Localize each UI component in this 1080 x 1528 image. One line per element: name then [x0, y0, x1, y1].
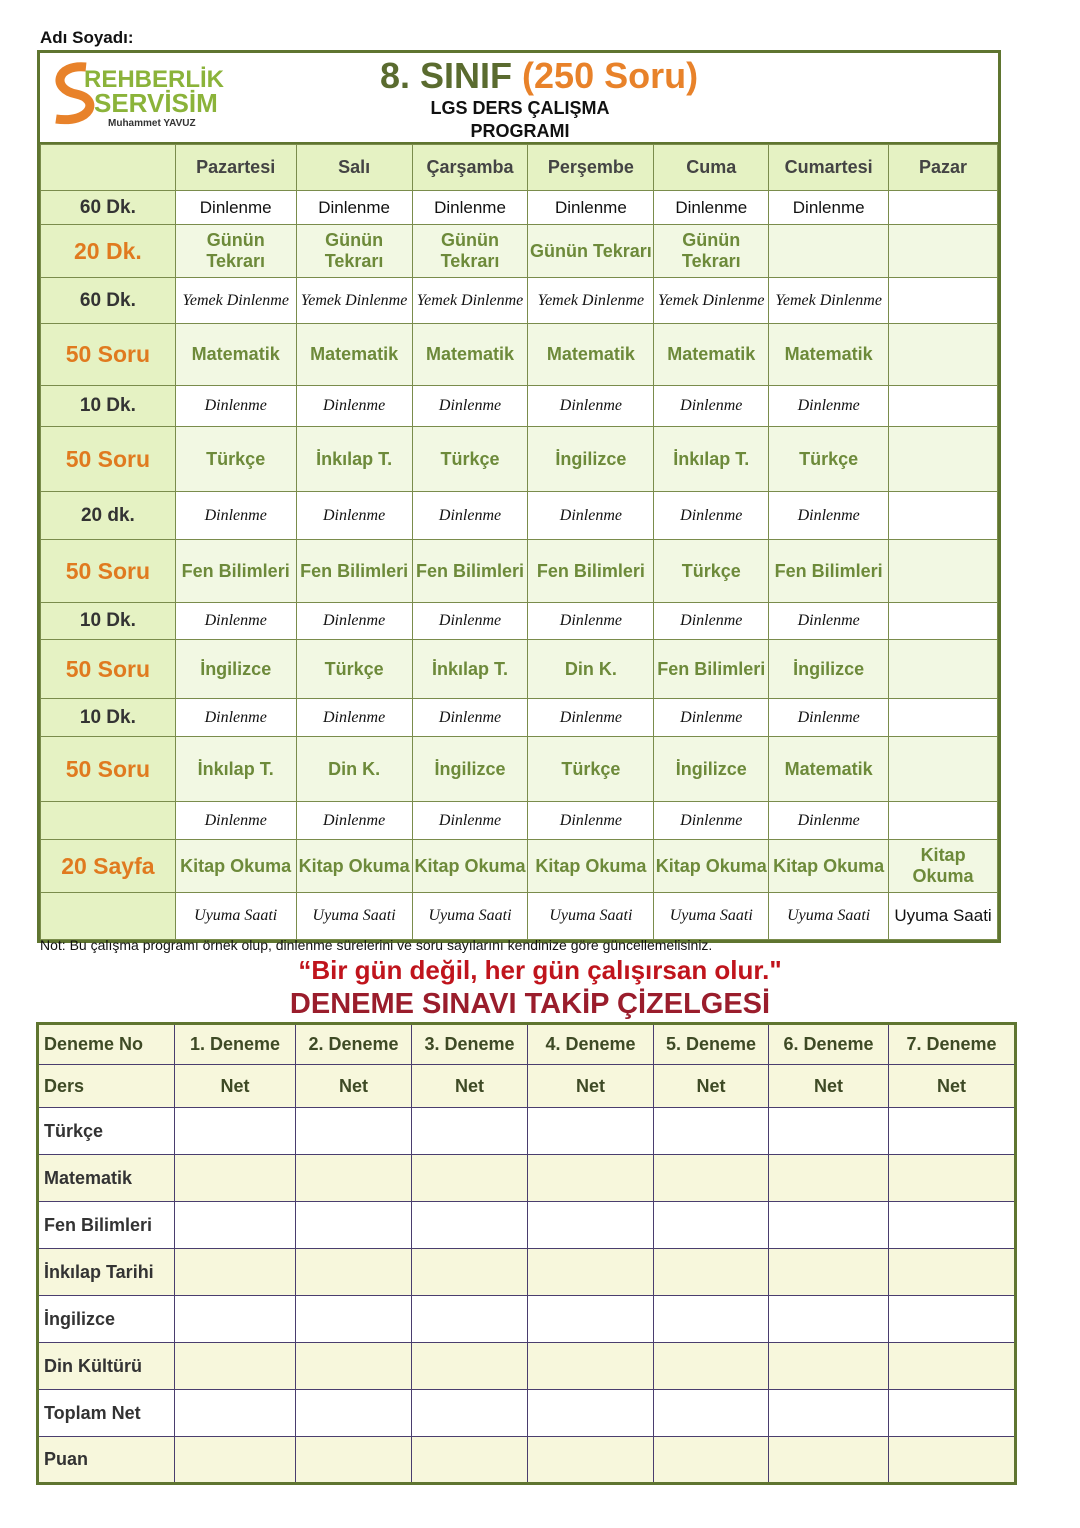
- program-header: [40, 53, 998, 144]
- schedule-cell: Dinlenme: [528, 386, 654, 427]
- score-cell[interactable]: [889, 1202, 1016, 1249]
- schedule-cell: İngilizce: [769, 640, 889, 699]
- score-cell[interactable]: [296, 1108, 412, 1155]
- score-cell[interactable]: [769, 1249, 889, 1296]
- score-cell[interactable]: [175, 1249, 296, 1296]
- schedule-cell: Yemek Dinlenme: [296, 278, 412, 324]
- score-cell[interactable]: [296, 1343, 412, 1390]
- schedule-cell: İngilizce: [175, 640, 296, 699]
- schedule-cell: Uyuma Saati: [296, 893, 412, 940]
- schedule-cell: Türkçe: [296, 640, 412, 699]
- subject-label: Fen Bilimleri: [38, 1202, 175, 1249]
- score-cell[interactable]: [889, 1249, 1016, 1296]
- schedule-cell: Matematik: [412, 324, 528, 386]
- score-cell[interactable]: [769, 1155, 889, 1202]
- score-cell[interactable]: [769, 1202, 889, 1249]
- schedule-cell: [889, 603, 998, 640]
- schedule-row: [41, 427, 998, 492]
- score-cell[interactable]: [296, 1249, 412, 1296]
- schedule-cell: Yemek Dinlenme: [175, 278, 296, 324]
- time-label: 10 Dk.: [41, 386, 176, 427]
- schedule-row: [41, 893, 998, 940]
- schedule-cell: Dinlenme: [412, 603, 528, 640]
- score-cell[interactable]: [769, 1296, 889, 1343]
- score-cell[interactable]: [412, 1202, 528, 1249]
- exam-header: 5. Deneme: [654, 1024, 769, 1065]
- schedule-row: [41, 191, 998, 225]
- schedule-cell: Dinlenme: [296, 386, 412, 427]
- schedule-cell: Fen Bilimleri: [654, 640, 769, 699]
- schedule-row: [41, 324, 998, 386]
- net-header: Net: [889, 1065, 1016, 1108]
- schedule-cell: Dinlenme: [654, 191, 769, 225]
- schedule-cell: Uyuma Saati: [528, 893, 654, 940]
- schedule-cell: Din K.: [296, 737, 412, 802]
- schedule-cell: Kitap Okuma: [654, 840, 769, 893]
- schedule-cell: Dinlenme: [528, 802, 654, 840]
- schedule-cell: Dinlenme: [412, 492, 528, 540]
- schedule-cell: Dinlenme: [528, 492, 654, 540]
- schedule-cell: [889, 737, 998, 802]
- score-cell[interactable]: [889, 1343, 1016, 1390]
- subject-row: [38, 1202, 1016, 1249]
- score-cell[interactable]: [528, 1108, 654, 1155]
- exam-header-row: [38, 1024, 1016, 1065]
- schedule-cell: Dinlenme: [528, 603, 654, 640]
- schedule-cell: Türkçe: [175, 427, 296, 492]
- score-cell[interactable]: [175, 1155, 296, 1202]
- score-cell[interactable]: [412, 1296, 528, 1343]
- exam-no-label: Deneme No: [38, 1024, 175, 1065]
- schedule-cell: Yemek Dinlenme: [528, 278, 654, 324]
- days-header-row: [41, 145, 998, 191]
- motto-quote: “Bir gün değil, her gün çalışırsan olur.": [298, 955, 782, 985]
- score-cell[interactable]: [654, 1108, 769, 1155]
- score-cell[interactable]: [412, 1390, 528, 1437]
- time-label: [41, 893, 176, 940]
- day-header: Perşembe: [528, 145, 654, 191]
- exam-header: 2. Deneme: [296, 1024, 412, 1065]
- subtitle: [420, 97, 620, 143]
- logo: [46, 59, 226, 129]
- tracker-title: DENEME SINAVI TAKİP ÇİZELGESİ: [289, 988, 771, 1020]
- logo-line2: SERVİSİM: [94, 88, 218, 118]
- schedule-row: [41, 802, 998, 840]
- time-label: 50 Soru: [41, 640, 176, 699]
- score-cell[interactable]: [175, 1437, 296, 1484]
- schedule-cell: [889, 640, 998, 699]
- schedule-cell: Dinlenme: [654, 699, 769, 737]
- score-cell[interactable]: [889, 1155, 1016, 1202]
- score-cell[interactable]: [528, 1155, 654, 1202]
- exam-header: 3. Deneme: [412, 1024, 528, 1065]
- logo-author: Muhammet YAVUZ: [108, 118, 196, 129]
- schedule-row: [41, 603, 998, 640]
- subject-label: Türkçe: [38, 1108, 175, 1155]
- schedule-row: [41, 737, 998, 802]
- schedule-cell: Dinlenme: [412, 802, 528, 840]
- schedule-cell: Kitap Okuma: [296, 840, 412, 893]
- schedule-cell: Dinlenme: [412, 699, 528, 737]
- schedule-cell: Dinlenme: [654, 492, 769, 540]
- subject-row: [38, 1249, 1016, 1296]
- exam-header: 6. Deneme: [769, 1024, 889, 1065]
- schedule-cell: İnkılap T.: [296, 427, 412, 492]
- schedule-cell: Dinlenme: [769, 386, 889, 427]
- score-cell[interactable]: [296, 1155, 412, 1202]
- schedule-cell: Dinlenme: [528, 191, 654, 225]
- schedule-cell: Din K.: [528, 640, 654, 699]
- net-header-row: [38, 1065, 1016, 1108]
- subtitle-line1: LGS DERS ÇALIŞMA: [430, 98, 610, 118]
- score-cell[interactable]: [889, 1296, 1016, 1343]
- time-label: 60 Dk.: [41, 191, 176, 225]
- net-header: Net: [412, 1065, 528, 1108]
- score-cell[interactable]: [889, 1437, 1016, 1484]
- net-header: Net: [296, 1065, 412, 1108]
- schedule-row: [41, 225, 998, 278]
- schedule-cell: Uyuma Saati: [654, 893, 769, 940]
- schedule-cell: İngilizce: [654, 737, 769, 802]
- score-cell[interactable]: [412, 1343, 528, 1390]
- schedule-cell: Yemek Dinlenme: [654, 278, 769, 324]
- schedule-row: [41, 492, 998, 540]
- schedule-cell: Dinlenme: [412, 386, 528, 427]
- schedule-cell: Dinlenme: [769, 191, 889, 225]
- score-cell[interactable]: [769, 1390, 889, 1437]
- title-count: (250 Soru): [522, 55, 699, 96]
- schedule-cell: Matematik: [769, 737, 889, 802]
- subject-label: Din Kültürü: [38, 1343, 175, 1390]
- schedule-cell: Dinlenme: [296, 603, 412, 640]
- score-cell[interactable]: [654, 1343, 769, 1390]
- schedule-row: [41, 640, 998, 699]
- score-cell[interactable]: [175, 1343, 296, 1390]
- time-label: 60 Dk.: [41, 278, 176, 324]
- schedule-cell: Dinlenme: [769, 492, 889, 540]
- score-cell[interactable]: [296, 1296, 412, 1343]
- schedule-cell: Uyuma Saati: [412, 893, 528, 940]
- time-label: 10 Dk.: [41, 603, 176, 640]
- time-label: 20 Dk.: [41, 225, 176, 278]
- score-cell[interactable]: [654, 1249, 769, 1296]
- subject-label: Puan: [38, 1437, 175, 1484]
- schedule-cell: Kitap Okuma: [175, 840, 296, 893]
- subject-label: İnkılap Tarihi: [38, 1249, 175, 1296]
- subject-row: [38, 1108, 1016, 1155]
- schedule-cell: Dinlenme: [654, 386, 769, 427]
- score-cell[interactable]: [412, 1249, 528, 1296]
- day-header: Pazartesi: [175, 145, 296, 191]
- ders-label: Ders: [38, 1065, 175, 1108]
- schedule-cell: Kitap Okuma: [889, 840, 998, 893]
- score-cell[interactable]: [175, 1202, 296, 1249]
- exam-header: 7. Deneme: [889, 1024, 1016, 1065]
- schedule-cell: Yemek Dinlenme: [412, 278, 528, 324]
- exam-header: 1. Deneme: [175, 1024, 296, 1065]
- day-header: Çarşamba: [412, 145, 528, 191]
- corner-cell: [41, 145, 176, 191]
- day-header: Cuma: [654, 145, 769, 191]
- schedule-cell: Günün Tekrarı: [175, 225, 296, 278]
- schedule-cell: [889, 191, 998, 225]
- day-header: Cumartesi: [769, 145, 889, 191]
- schedule-cell: İnkılap T.: [175, 737, 296, 802]
- score-cell[interactable]: [296, 1390, 412, 1437]
- score-cell[interactable]: [296, 1202, 412, 1249]
- score-cell[interactable]: [654, 1390, 769, 1437]
- schedule-cell: [889, 278, 998, 324]
- schedule-row: [41, 540, 998, 603]
- schedule-grid: [40, 144, 998, 940]
- schedule-cell: İngilizce: [412, 737, 528, 802]
- note: Not: Bu çalışma programı örnek olup, dinlenme sürelerini ve soru sayılarını kendinize göre güncellemelisiniz.: [40, 937, 713, 953]
- title-main: 8. SINIF: [380, 55, 513, 96]
- score-cell[interactable]: [296, 1437, 412, 1484]
- schedule-cell: Günün Tekrarı: [528, 225, 654, 278]
- time-label: 10 Dk.: [41, 699, 176, 737]
- day-header: Pazar: [889, 145, 998, 191]
- schedule-cell: Türkçe: [769, 427, 889, 492]
- schedule-cell: Günün Tekrarı: [412, 225, 528, 278]
- schedule-cell: Fen Bilimleri: [528, 540, 654, 603]
- schedule-cell: [889, 324, 998, 386]
- schedule-cell: Kitap Okuma: [528, 840, 654, 893]
- schedule-cell: Dinlenme: [175, 603, 296, 640]
- schedule-cell: Fen Bilimleri: [412, 540, 528, 603]
- schedule-cell: [889, 802, 998, 840]
- schedule-cell: Matematik: [654, 324, 769, 386]
- score-cell[interactable]: [175, 1296, 296, 1343]
- score-cell[interactable]: [528, 1249, 654, 1296]
- score-cell[interactable]: [528, 1390, 654, 1437]
- day-header: Salı: [296, 145, 412, 191]
- time-label: 20 dk.: [41, 492, 176, 540]
- schedule-cell: Uyuma Saati: [175, 893, 296, 940]
- schedule-row: [41, 840, 998, 893]
- score-cell[interactable]: [528, 1437, 654, 1484]
- subject-row: [38, 1155, 1016, 1202]
- score-cell[interactable]: [175, 1108, 296, 1155]
- schedule-cell: [889, 540, 998, 603]
- subject-label: Toplam Net: [38, 1390, 175, 1437]
- schedule-cell: Dinlenme: [769, 699, 889, 737]
- schedule-cell: Matematik: [769, 324, 889, 386]
- schedule-cell: Dinlenme: [654, 603, 769, 640]
- schedule-cell: [889, 492, 998, 540]
- score-cell[interactable]: [412, 1155, 528, 1202]
- schedule-row: [41, 699, 998, 737]
- schedule-cell: İnkılap T.: [654, 427, 769, 492]
- schedule-cell: Fen Bilimleri: [769, 540, 889, 603]
- study-program-table: [37, 50, 1001, 943]
- score-cell[interactable]: [654, 1155, 769, 1202]
- schedule-cell: [889, 699, 998, 737]
- subject-label: Matematik: [38, 1155, 175, 1202]
- exam-header: 4. Deneme: [528, 1024, 654, 1065]
- schedule-cell: Uyuma Saati: [769, 893, 889, 940]
- time-label: 20 Sayfa: [41, 840, 176, 893]
- time-label: 50 Soru: [41, 737, 176, 802]
- schedule-cell: [889, 386, 998, 427]
- name-label: Adı Soyadı:: [40, 28, 134, 47]
- score-cell[interactable]: [654, 1437, 769, 1484]
- schedule-cell: Dinlenme: [412, 191, 528, 225]
- subject-row: [38, 1390, 1016, 1437]
- net-header: Net: [654, 1065, 769, 1108]
- schedule-cell: Türkçe: [412, 427, 528, 492]
- subject-row: [38, 1437, 1016, 1484]
- schedule-cell: İnkılap T.: [412, 640, 528, 699]
- schedule-cell: Dinlenme: [175, 191, 296, 225]
- net-header: Net: [175, 1065, 296, 1108]
- page-title: [380, 55, 698, 97]
- schedule-cell: [889, 427, 998, 492]
- schedule-cell: Türkçe: [654, 540, 769, 603]
- schedule-cell: Dinlenme: [296, 802, 412, 840]
- score-cell[interactable]: [528, 1202, 654, 1249]
- schedule-cell: Kitap Okuma: [769, 840, 889, 893]
- schedule-cell: [769, 225, 889, 278]
- subject-row: [38, 1296, 1016, 1343]
- subject-row: [38, 1343, 1016, 1390]
- schedule-cell: Dinlenme: [296, 699, 412, 737]
- score-cell[interactable]: [528, 1296, 654, 1343]
- logo-line1: REHBERLİK: [84, 66, 225, 93]
- net-header: Net: [528, 1065, 654, 1108]
- schedule-cell: Günün Tekrarı: [296, 225, 412, 278]
- score-cell[interactable]: [412, 1108, 528, 1155]
- schedule-cell: İngilizce: [528, 427, 654, 492]
- schedule-cell: Dinlenme: [175, 492, 296, 540]
- time-label: [41, 802, 176, 840]
- score-cell[interactable]: [654, 1296, 769, 1343]
- schedule-cell: Günün Tekrarı: [654, 225, 769, 278]
- schedule-cell: Fen Bilimleri: [175, 540, 296, 603]
- schedule-cell: Dinlenme: [528, 699, 654, 737]
- schedule-cell: Dinlenme: [769, 802, 889, 840]
- schedule-cell: Dinlenme: [175, 802, 296, 840]
- net-header: Net: [769, 1065, 889, 1108]
- score-cell[interactable]: [889, 1108, 1016, 1155]
- schedule-cell: Dinlenme: [175, 699, 296, 737]
- schedule-cell: Matematik: [296, 324, 412, 386]
- schedule-cell: Fen Bilimleri: [296, 540, 412, 603]
- schedule-cell: Matematik: [175, 324, 296, 386]
- score-cell[interactable]: [528, 1343, 654, 1390]
- schedule-row: [41, 278, 998, 324]
- schedule-cell: Dinlenme: [654, 802, 769, 840]
- schedule-cell: Dinlenme: [296, 492, 412, 540]
- schedule-row: [41, 386, 998, 427]
- schedule-cell: [889, 225, 998, 278]
- score-cell[interactable]: [654, 1202, 769, 1249]
- schedule-cell: Dinlenme: [769, 603, 889, 640]
- score-cell[interactable]: [769, 1108, 889, 1155]
- schedule-cell: Dinlenme: [296, 191, 412, 225]
- subtitle-line2: PROGRAMI: [470, 121, 570, 141]
- score-cell[interactable]: [412, 1437, 528, 1484]
- schedule-cell: Dinlenme: [175, 386, 296, 427]
- schedule-cell: Yemek Dinlenme: [769, 278, 889, 324]
- exam-tracker-table: [36, 1022, 1017, 1485]
- time-label: 50 Soru: [41, 324, 176, 386]
- time-label: 50 Soru: [41, 540, 176, 603]
- schedule-cell: Türkçe: [528, 737, 654, 802]
- schedule-cell: Uyuma Saati: [889, 893, 998, 940]
- subject-label: İngilizce: [38, 1296, 175, 1343]
- score-cell[interactable]: [769, 1437, 889, 1484]
- time-label: 50 Soru: [41, 427, 176, 492]
- score-cell[interactable]: [769, 1343, 889, 1390]
- schedule-cell: Kitap Okuma: [412, 840, 528, 893]
- score-cell[interactable]: [889, 1390, 1016, 1437]
- schedule-cell: Matematik: [528, 324, 654, 386]
- score-cell[interactable]: [175, 1390, 296, 1437]
